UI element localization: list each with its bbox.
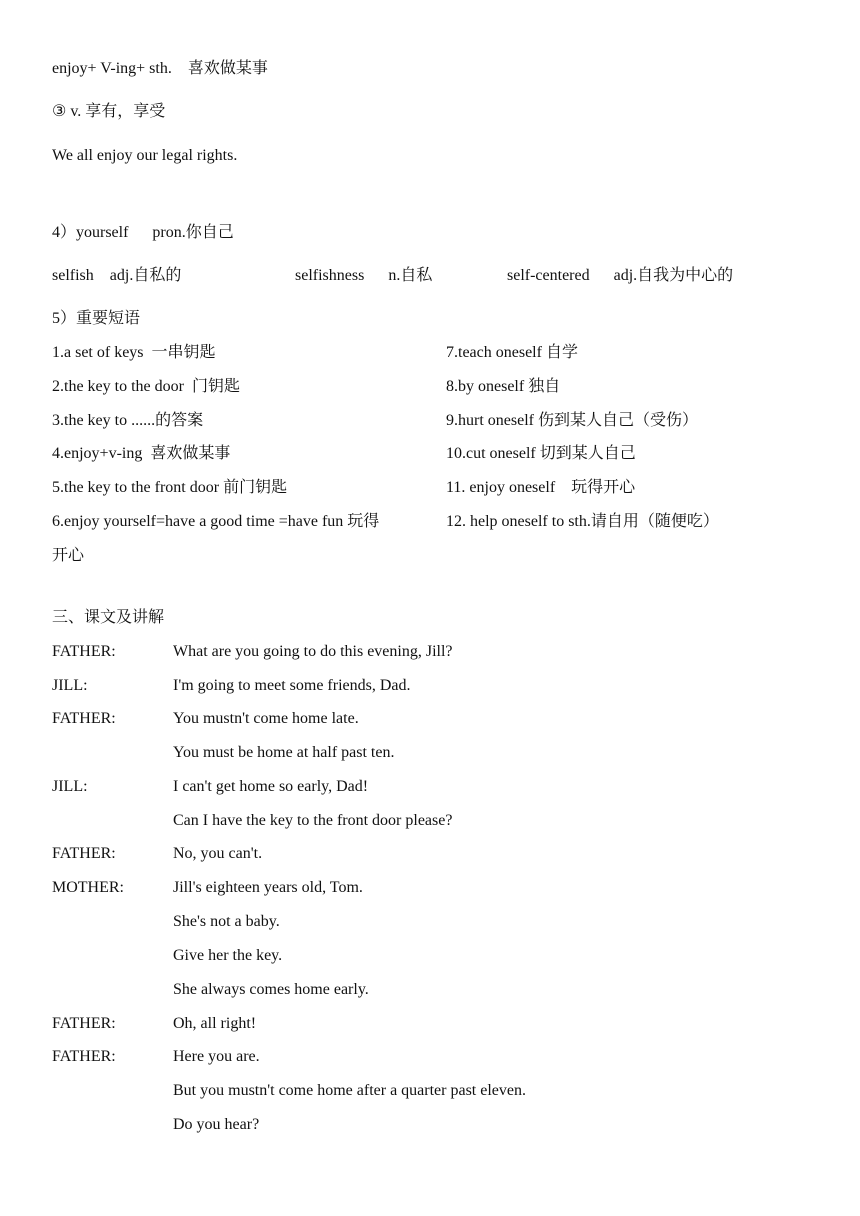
- phrase-item: 4.enjoy+v-ing 喜欢做某事: [52, 445, 231, 462]
- phrase-item: 11. enjoy oneself 玩得开心: [446, 479, 636, 496]
- phrase-row: [52, 511, 812, 533]
- dialogue-text: I'm going to meet some friends, Dad.: [173, 677, 411, 694]
- speaker-label: FATHER:: [52, 845, 116, 862]
- dialogue-text: You must be home at half past ten.: [173, 744, 395, 761]
- dialogue-text: She's not a baby.: [173, 913, 280, 930]
- dialogue-line: [52, 776, 752, 798]
- phrase-item: 5.the key to the front door 前门钥匙: [52, 479, 288, 496]
- dialogue-text: Oh, all right!: [173, 1015, 257, 1032]
- phrase-row: [52, 443, 812, 465]
- text-section-heading: 三、课文及讲解: [52, 609, 165, 626]
- dialogue-line: [52, 945, 752, 967]
- dialogue-text: No, you can't.: [173, 845, 263, 862]
- speaker-label: FATHER:: [52, 710, 116, 727]
- phrase-item: 12. help oneself to sth.请自用（随便吃）: [446, 513, 719, 530]
- phrase-item: 6.enjoy yourself=have a good time =have fun 玩得: [52, 513, 380, 530]
- phrase-item: 8.by oneself 独自: [446, 378, 561, 395]
- phrase-item: 7.teach oneself 自学: [446, 344, 578, 361]
- dialogue-text: Do you hear?: [173, 1116, 260, 1133]
- self-centered-entry: self-centered adj.自我为中心的: [507, 267, 734, 284]
- speaker-label: MOTHER:: [52, 879, 124, 896]
- dialogue-line: [52, 911, 752, 933]
- dialogue-text: She always comes home early.: [173, 981, 369, 998]
- dialogue-text: Jill's eighteen years old, Tom.: [173, 879, 363, 896]
- phrase-item: 2.the key to the door 门钥匙: [52, 378, 240, 395]
- phrase-item: 10.cut oneself 切到某人自己: [446, 445, 636, 462]
- dialogue-line: [52, 1013, 752, 1035]
- dialogue-line: [52, 742, 752, 764]
- selfish-entry: selfish adj.自私的: [52, 267, 182, 284]
- speaker-label: FATHER:: [52, 1015, 116, 1032]
- speaker-label: FATHER:: [52, 1048, 116, 1065]
- dialogue-line: [52, 641, 752, 663]
- speaker-label: JILL:: [52, 677, 88, 694]
- enjoy-usage-line: enjoy+ V-ing+ sth. 喜欢做某事: [52, 60, 268, 77]
- dialogue-line: [52, 979, 752, 1001]
- example-sentence: We all enjoy our legal rights.: [52, 147, 238, 164]
- dialogue-line: [52, 1114, 752, 1136]
- dialogue-line: [52, 810, 752, 832]
- phrase-item: 1.a set of keys 一串钥匙: [52, 344, 216, 361]
- selfishness-entry: selfishness n.自私: [295, 267, 433, 284]
- dialogue-text: Give her the key.: [173, 947, 283, 964]
- dialogue-text: Here you are.: [173, 1048, 260, 1065]
- phrase-wrap-text: 开心: [52, 547, 85, 564]
- yourself-heading: 4）yourself pron.你自己: [52, 224, 234, 241]
- phrase-row: [52, 477, 812, 499]
- dialogue-line: [52, 1080, 752, 1102]
- phrases-heading: 5）重要短语: [52, 310, 141, 327]
- speaker-label: FATHER:: [52, 643, 116, 660]
- phrase-row: [52, 410, 812, 432]
- phrase-item: 9.hurt oneself 伤到某人自己（受伤）: [446, 412, 698, 429]
- speaker-label: JILL:: [52, 778, 88, 795]
- dialogue-text: I can't get home so early, Dad!: [173, 778, 369, 795]
- dialogue-text: But you mustn't come home after a quarter past eleven.: [173, 1082, 526, 1099]
- dialogue-line: [52, 843, 752, 865]
- meaning-three-line: ③ v. 享有，享受: [52, 103, 166, 120]
- dialogue-line: [52, 708, 752, 730]
- dialogue-line: [52, 675, 752, 697]
- phrase-row: [52, 342, 812, 364]
- dialogue-text: What are you going to do this evening, Jill?: [173, 643, 453, 660]
- phrase-item: 3.the key to ......的答案: [52, 412, 204, 429]
- dialogue-text: Can I have the key to the front door please?: [173, 812, 453, 829]
- phrase-row: [52, 376, 812, 398]
- dialogue-line: [52, 1046, 752, 1068]
- dialogue-text: You mustn't come home late.: [173, 710, 359, 727]
- dialogue-line: [52, 877, 752, 899]
